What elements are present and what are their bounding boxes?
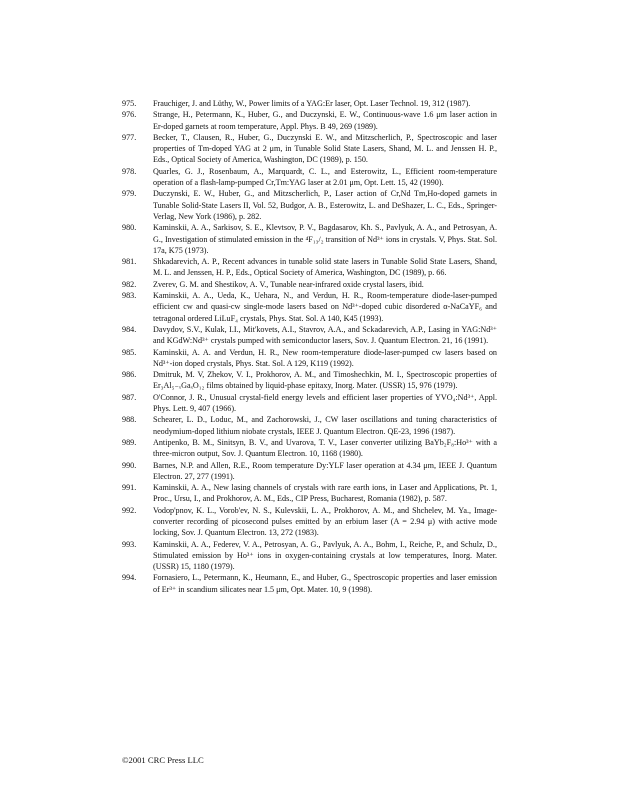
reference-number: 987.	[122, 392, 137, 402]
reference-text: Quarles, G. J., Rosenbaum, A., Marquardt, C. L., and Esterowitz, L., Efficient room-temperature operation of a flash-lamp-pumped Cr,Tm:YAG laser at 2.01 μm, Opt. Lett. 15, 42 (1990).	[153, 166, 497, 188]
reference-number: 992.	[122, 505, 137, 515]
reference-item	[122, 392, 497, 415]
reference-item	[122, 369, 497, 392]
reference-item	[122, 166, 497, 189]
reference-item	[122, 98, 497, 109]
reference-text: Schearer, L. D., Loduc, M., and Zachorowski, J., CW laser oscillations and tuning characteristics of neodymium-doped lithium niobate crystals, IEEE J. Quantum Electron. QE-23, 1996 (1987).	[153, 415, 497, 436]
reference-number: 986.	[122, 370, 137, 380]
copyright-footer: ©2001 CRC Press LLC	[122, 755, 204, 765]
reference-list	[122, 98, 497, 595]
reference-item	[122, 109, 497, 132]
reference-number: 979.	[122, 189, 137, 199]
reference-number: 988.	[122, 415, 137, 425]
reference-number: 994.	[122, 573, 137, 583]
reference-item	[122, 539, 497, 573]
reference-item	[122, 279, 497, 290]
reference-item	[122, 347, 497, 370]
reference-text: Antipenko, B. M., Sinitsyn, B. V., and Uvarova, T. V., Laser converter utilizing BaYb₂F₈:Ho³⁺ with a three-micron output, Sov. J. Quantum Electron. 10, 1168 (1980).	[153, 437, 497, 459]
reference-number: 976.	[122, 110, 137, 120]
reference-number: 984.	[122, 324, 137, 334]
reference-text: Kaminskii, A. A., Sarkisov, S. E., Klevtsov, P. V., Bagdasarov, Kh. S., Pavlyuk, A. A., and Petrosyan, A. G., Investigation of stimulated emission in the ⁴F₁₃/₂ transition of Nd³⁺ ions in crystals. V, Phys. Stat. Sol. 17a, K75 (1973).	[153, 223, 497, 255]
reference-text: Dmitruk, M. V, Zhekov, V. I., Prokhorov, A. M., and Timoshechkin, M. I., Spectroscopic properties of Er₃Al₅₋ₓGaₓO₁₂ films obtained by liquid-phase epitaxy, Inorg. Mater. (USSR) 15, 976 (1979).	[153, 370, 497, 391]
reference-item	[122, 188, 497, 222]
reference-item	[122, 414, 497, 437]
reference-text: Kaminskii, A. A. and Verdun, H. R., New room-temperature diode-laser-pumped cw lasers based on Nd³⁺-ion doped crystals, Phys. Stat. Sol. A 129, K119 (1992).	[153, 347, 497, 368]
reference-item	[122, 256, 497, 279]
reference-text: Frauchiger, J. and Lüthy, W., Power limits of a YAG:Er laser, Opt. Laser Technol. 19, 312 (1987).	[153, 99, 471, 108]
reference-item	[122, 460, 497, 483]
reference-item	[122, 290, 497, 324]
reference-number: 993.	[122, 539, 137, 549]
reference-text: Duczynski, E. W., Huber, G., and Mitzscherlich, P., Laser action of Cr,Nd Tm,Ho-doped garnets in Tunable Solid-State Lasers II, Vol. 52, Budgor, A. B., Esterowitz, L. and DeShazer, L. C., Eds., Springer-Verlag, New York (1986), p. 282.	[153, 189, 497, 221]
reference-text: Kaminskii, A. A., New lasing channels of crystals with rare earth ions, in Laser and Applications, Pt. 1, Proc., Ursu, I., and Prokhorov, A. M., Eds., CIP Press, Bucharest, Romania (1982), p. 587.	[153, 483, 497, 504]
reference-item	[122, 222, 497, 256]
reference-text: Fornasiero, L., Petermann, K., Heumann, E., and Huber, G., Spectroscopic properties and laser emission of Er³⁺ in scandium silicates near 1.5 μm, Opt. Mater. 10, 9 (1998).	[153, 573, 497, 594]
reference-text: O'Connor, J. R., Unusual crystal-field energy levels and efficient laser properties of YVO₄:Nd³⁺, Appl. Phys. Lett. 9, 407 (1966).	[153, 392, 497, 414]
reference-number: 991.	[122, 483, 137, 493]
reference-number: 982.	[122, 279, 137, 289]
reference-text: Kaminskii, A. A., Ueda, K., Uehara, N., and Verdun, H. R., Room-temperature diode-laser-pumped efficient cw and quasi-cw single-mode lasers based on Nd³⁺-doped cubic disordered α-NaCaYF₆ and tetragonal ordered LiLuF₄ crystals, Phys. Stat. Sol. A 140, K45 (1993).	[153, 291, 497, 323]
reference-number: 978.	[122, 166, 137, 176]
reference-text: Davydov, S.V., Kulak, I.I., Mit'kovets, A.I., Stavrov, A.A., and Sckadarevich, A.P., Lasing in YAG:Nd³⁺ and KGdW:Nd³⁺ crystals pumped with semiconductor lasers, Sov. J. Quantum Electron. 21, 16 (1991).	[153, 324, 497, 346]
reference-text: Barnes, N.P. and Allen, R.E., Room temperature Dy:YLF laser operation at 4.34 μm, IEEE J. Quantum Electron. 27, 277 (1991).	[153, 460, 497, 481]
reference-item	[122, 132, 497, 166]
reference-item	[122, 505, 497, 539]
reference-number: 990.	[122, 460, 137, 470]
reference-text: Strange, H., Petermann, K., Huber, G., and Duczynski, E. W., Continuous-wave 1.6 μm laser action in Er-doped garnets at room temperature, Appl. Phys. B 49, 269 (1989).	[153, 110, 497, 131]
reference-text: Shkadarevich, A. P., Recent advances in tunable solid state lasers in Tunable Solid State Lasers, Shand, M. L. and Jenssen, H. P., Eds., Optical Society of America, Washington, DC (1989), p. 66.	[153, 257, 497, 278]
reference-number: 985.	[122, 347, 137, 357]
reference-item	[122, 324, 497, 347]
reference-text: Becker, T., Clausen, R., Huber, G., Duczynski E. W., and Mitzscherlich, P., Spectroscopic and laser properties of Tm-doped YAG at 2 μm, in Tunable Solid State Lasers, Shand, M. L. and Jenssen H. P., Eds., Optical Society of America, Washington, DC (1989), p. 150.	[153, 132, 497, 165]
reference-number: 975.	[122, 99, 137, 108]
reference-text: Vodop'pnov, K. L., Vorob'ev, N. S., Kulevskii, L. A., Prokhorov, A. M., and Shchelev, M. Ya., Image-converter recording of picosecond pulses emitted by an erbium laser (A = 2.94 μ) with active mode locking, Sov. J. Quantum Electron. 13, 272 (1983).	[153, 505, 497, 538]
reference-number: 981.	[122, 257, 137, 267]
reference-text: Zverev, G. M. and Shestikov, A. V., Tunable near-infrared oxide crystal lasers, ibid.	[153, 279, 424, 289]
reference-number: 983.	[122, 291, 137, 301]
reference-item	[122, 482, 497, 505]
reference-item	[122, 437, 497, 460]
reference-item	[122, 572, 497, 595]
reference-number: 980.	[122, 223, 137, 233]
reference-number: 989.	[122, 437, 137, 447]
reference-number: 977.	[122, 132, 137, 142]
reference-text: Kaminskii, A. A., Federev, V. A., Petrosyan, A. G., Pavlyuk, A. A., Bohm, I., Reiche, P., and Schulz, D., Stimulated emission by Ho³⁺ ions in oxygen-containing crystals at low temperatures, Inorg. Mater. (USSR) 15, 1180 (1979).	[153, 539, 497, 572]
